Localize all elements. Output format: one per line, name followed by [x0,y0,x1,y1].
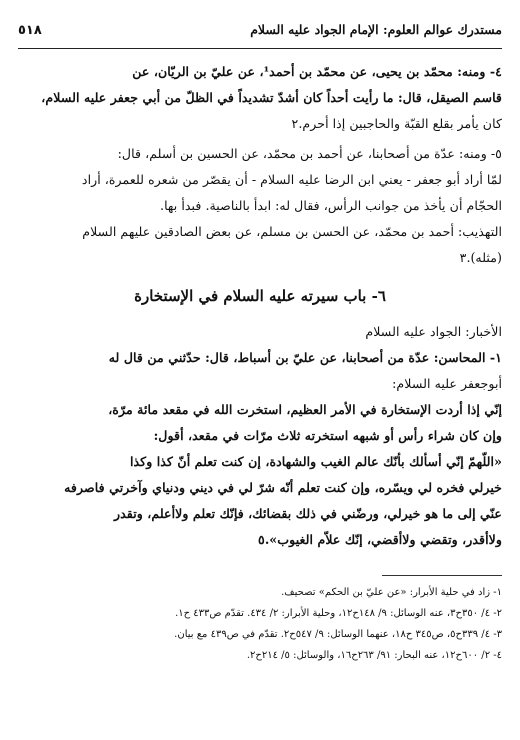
header-title: مستدرك عوالم العلوم: الإمام الجواد عليه السلام [250,22,502,37]
hadith-4-line-3: كان يأمر بقلع القبّة والحاجبين إذا أحرم.٢ [291,116,502,131]
akhbar-heading: الأخبار: الجواد عليه السلام [365,324,502,339]
chapter-heading: ٦- باب سيرته عليه السلام في الإستخارة [134,287,386,305]
footnote-3: ٣- ٤/ ٣٣٩ح٥، ص٣٤٥ ح١٨، عنهما الوسائل: ٩/ ٥٤٧ح٢. تقدّم في ص٤٣٩ مع بيان. [174,629,502,640]
akhbar-section [18,319,502,397]
hadith-4-line-1: ٤- ومنه: محمّد بن يحيى، عن محمّد بن أحمد¹، عن عليّ بن الريّان، عن [132,64,502,79]
footnote-2: ٢- ٤/ ٣٥٠ح٣، عنه الوسائل: ٩/ ١٤٨ح١٢، وحلية الأبرار: ٢/ ٤٣٤. تقدّم ص٤٣٣ ح١. [175,608,502,619]
dua-line-4: ولاأقدر، وتقضي ولاأقضي، إنّك علاّم الغيوب».٥ [258,532,502,547]
instruction-line-1: إنّي إذا أردت الإستخارة في الأمر العظيم، استخرت الله في مقعد مائة مرّة، [108,402,502,417]
footnotes [18,582,502,666]
hadith-5-line-1: ٥- ومنه: عدّة من أصحابنا، عن أحمد بن محمّد، عن الحسين بن أسلم، قال: [117,146,502,161]
tahdhib-reference [18,219,502,271]
dua-line-3: عنّي إلى ما هو خيرلي، ورضّني في ذلك بقضائك، فإنّك تعلم ولاأعلم، وتقدر [114,506,502,521]
hadith-5-line-2: لمّا أراد أبو جعفر - يعني ابن الرضا عليه السلام - أن يقصّر من شعره للعمرة، أراد [81,172,502,187]
istikhara-instructions [18,397,502,449]
book-page [18,22,502,722]
footnote-4: ٤- ٢/ ٦٠٠ح١٢، عنه البحار: ٩١/ ٢٦٣ح١٦، والوسائل: ٥/ ٢١٤ح٢. [246,650,502,661]
hadith-5-line-3: الحجّام أن يأخذ من جوانب الرأس، فقال له: ابدأ بالناصية. فبدأ بها. [160,198,502,213]
instruction-line-2: وإن كان شراء رأس أو شبهه استخرته ثلاث مرّات في مقعد، أقول: [153,428,502,443]
hadith-4-line-2: قاسم الصيقل، قال: ما رأيت أحداً كان أشدّ تشديداً في الظلّ من أبي جعفر عليه السلام، [41,90,502,105]
akhbar-line-1: ١- المحاسن: عدّة من أصحابنا، عن عليّ بن أسباط، قال: حدّثني من قال له [108,350,502,365]
tahdhib-line-1: التهذيب: أحمد بن محمّد، عن الحسن بن مسلم، عن بعض الصادقين عليهم السلام [82,224,502,239]
dua-line-2: خيرلي فخره لي ويسّره، وإن كنت تعلم أنّه شرّ لي في ديني ودنياي وآخرتي فاصرفه [64,480,502,495]
running-header [18,22,502,49]
tahdhib-line-2: (مثله).٣ [459,250,502,265]
hadith-4 [18,59,502,137]
page-number: ٥١٨ [18,23,42,38]
dua-line-1: «اللّهمّ إنّي أسألك بأنّك عالم الغيب والشهادة، إن كنت تعلم أنّ كذا وكذا [129,454,502,469]
hadith-5 [18,141,502,219]
footnote-1: ١- زاد في حلية الأبرار: «عن عليّ بن الحكم» تصحيف. [281,587,502,598]
dua-text [18,449,502,553]
akhbar-line-2: أبوجعفر عليه السلام: [392,376,502,391]
footnote-separator [382,575,502,576]
